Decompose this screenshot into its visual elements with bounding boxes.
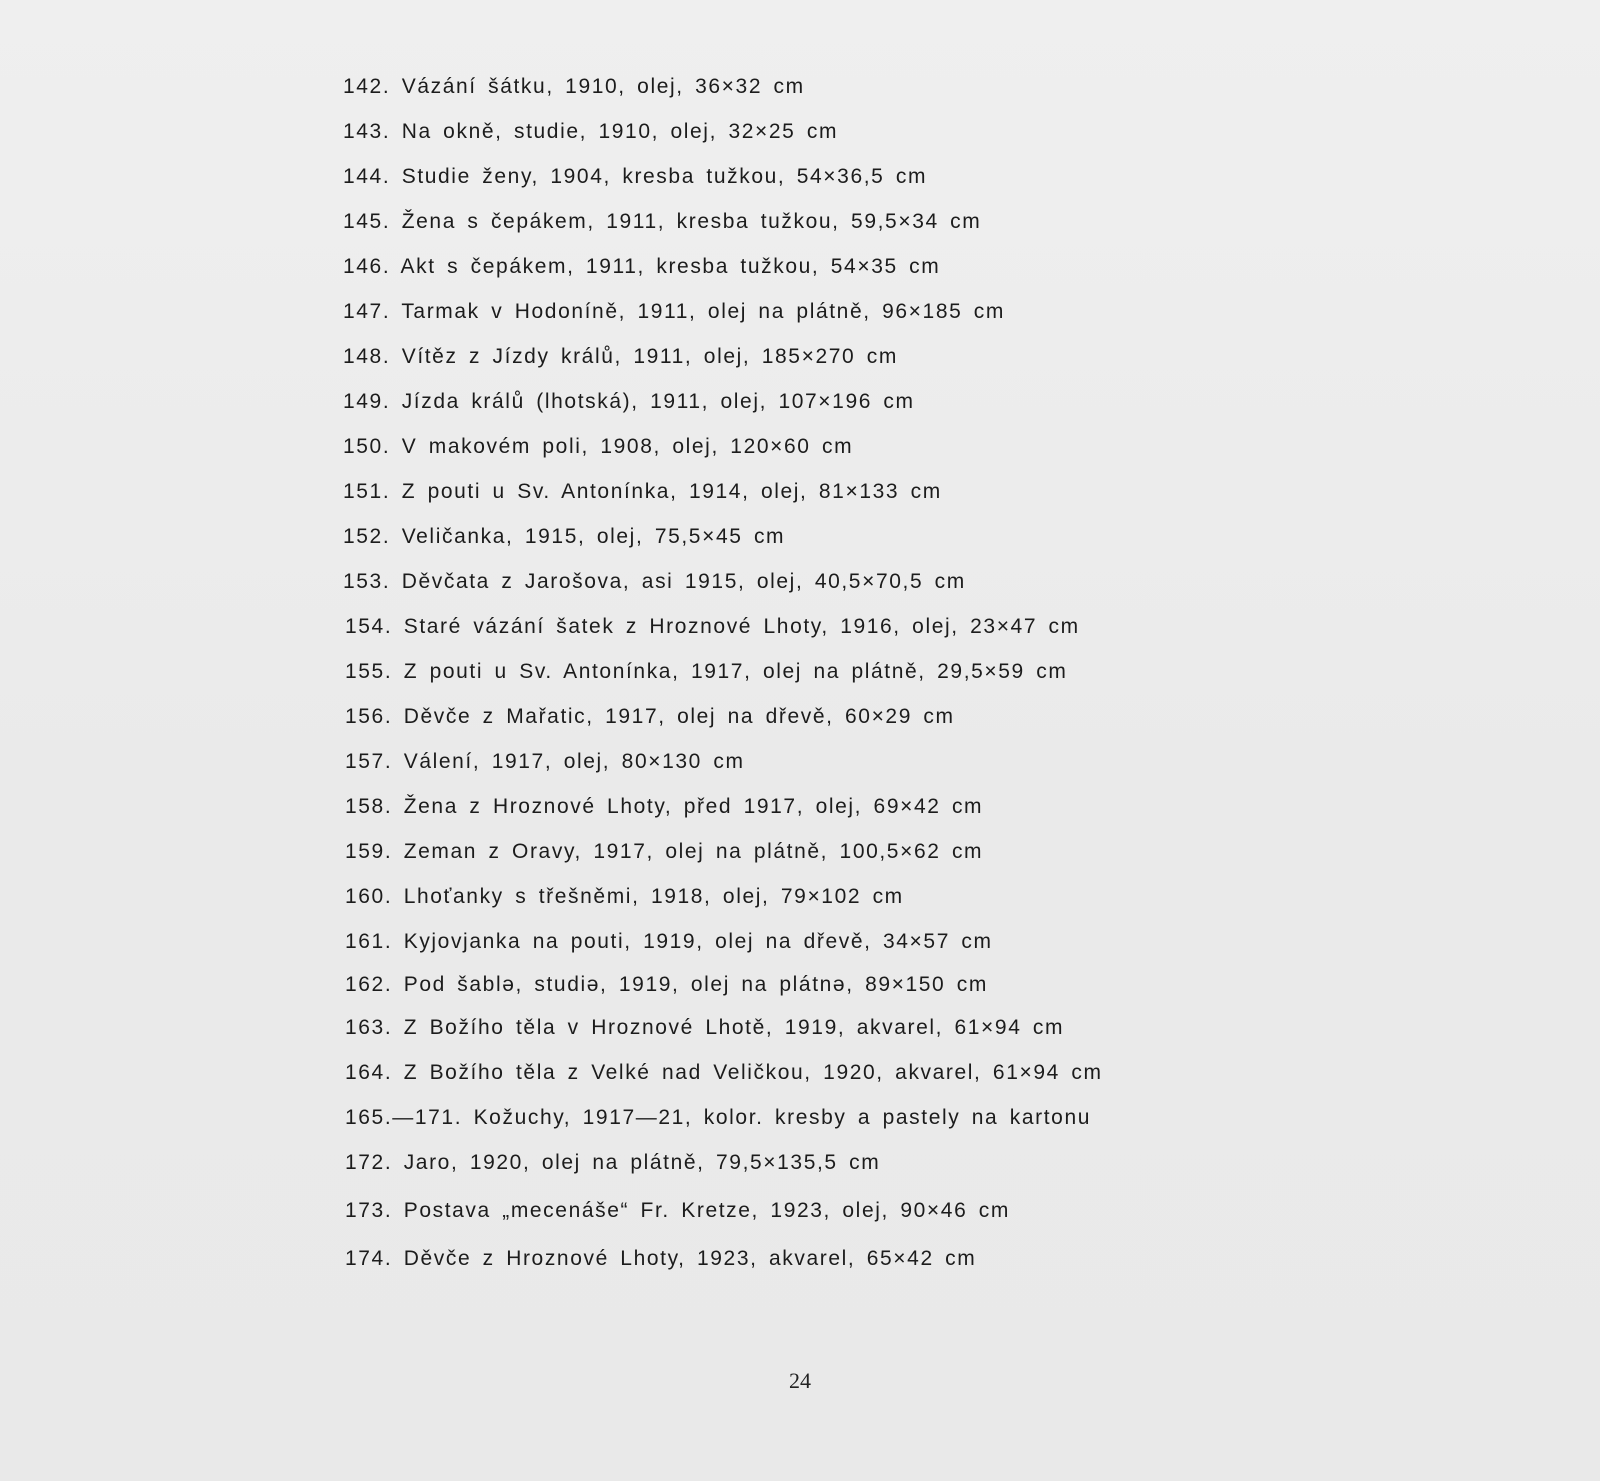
catalog-entry: 147. Tarmak v Hodoníně, 1911, olej na plátně, 96×185 cm [343,300,1006,323]
catalog-entry: 146. Akt s čepákem, 1911, kresba tužkou, 54×35 cm [343,255,941,278]
catalog-entry: 155. Z pouti u Sv. Antonínka, 1917, olej na plátně, 29,5×59 cm [345,660,1068,683]
catalog-entry: 161. Kyjovjanka na pouti, 1919, olej na dřevě, 34×57 cm [345,930,993,953]
catalog-entry: 152. Veličanka, 1915, olej, 75,5×45 cm [343,525,786,548]
catalog-entry: 151. Z pouti u Sv. Antonínka, 1914, olej, 81×133 cm [343,480,942,503]
catalog-entry: 142. Vázání šátku, 1910, olej, 36×32 cm [343,75,805,98]
catalog-entry: 163. Z Božího těla v Hroznové Lhotě, 1919, akvarel, 61×94 cm [345,1016,1065,1039]
catalog-entry: 172. Jaro, 1920, olej na plátně, 79,5×135,5 cm [345,1151,881,1174]
catalog-entry: 173. Postava „mecenáše“ Fr. Kretze, 1923, olej, 90×46 cm [345,1199,1010,1222]
catalog-entry: 162. Pod šablə, studiə, 1919, olej na plátnǝ, 89×150 cm [345,973,988,996]
catalog-entry: 160. Lhoťanky s třešněmi, 1918, olej, 79×102 cm [345,885,904,908]
catalog-entry: 150. V makovém poli, 1908, olej, 120×60 cm [343,435,854,458]
catalog-entry: 145. Žena s čepákem, 1911, kresba tužkou, 59,5×34 cm [343,210,982,233]
catalog-entry: 157. Válení, 1917, olej, 80×130 cm [345,750,745,773]
catalog-entry: 144. Studie ženy, 1904, kresba tužkou, 54×36,5 cm [343,165,928,188]
catalog-entry: 149. Jízda králů (lhotská), 1911, olej, 107×196 cm [343,390,915,413]
catalog-entry: 158. Žena z Hroznové Lhoty, před 1917, olej, 69×42 cm [345,795,984,818]
catalog-entry: 174. Děvče z Hroznové Lhoty, 1923, akvarel, 65×42 cm [345,1247,977,1270]
catalog-entry: 159. Zeman z Oravy, 1917, olej na plátně, 100,5×62 cm [345,840,984,863]
catalog-entry: 164. Z Božího těla z Velké nad Veličkou, 1920, akvarel, 61×94 cm [345,1061,1103,1084]
catalog-entry: 165.—171. Kožuchy, 1917—21, kolor. kresby a pastely na kartonu [345,1106,1092,1129]
page-number: 24 [789,1368,811,1393]
catalog-entry: 154. Staré vázání šatek z Hroznové Lhoty, 1916, olej, 23×47 cm [345,615,1080,638]
catalog-entry: 153. Děvčata z Jarošova, asi 1915, olej, 40,5×70,5 cm [343,570,966,593]
catalog-entry: 143. Na okně, studie, 1910, olej, 32×25 cm [343,120,839,143]
catalog-entry: 156. Děvče z Mařatic, 1917, olej na dřevě, 60×29 cm [345,705,955,728]
catalog-entry: 148. Vítěz z Jízdy králů, 1911, olej, 185×270 cm [343,345,898,368]
